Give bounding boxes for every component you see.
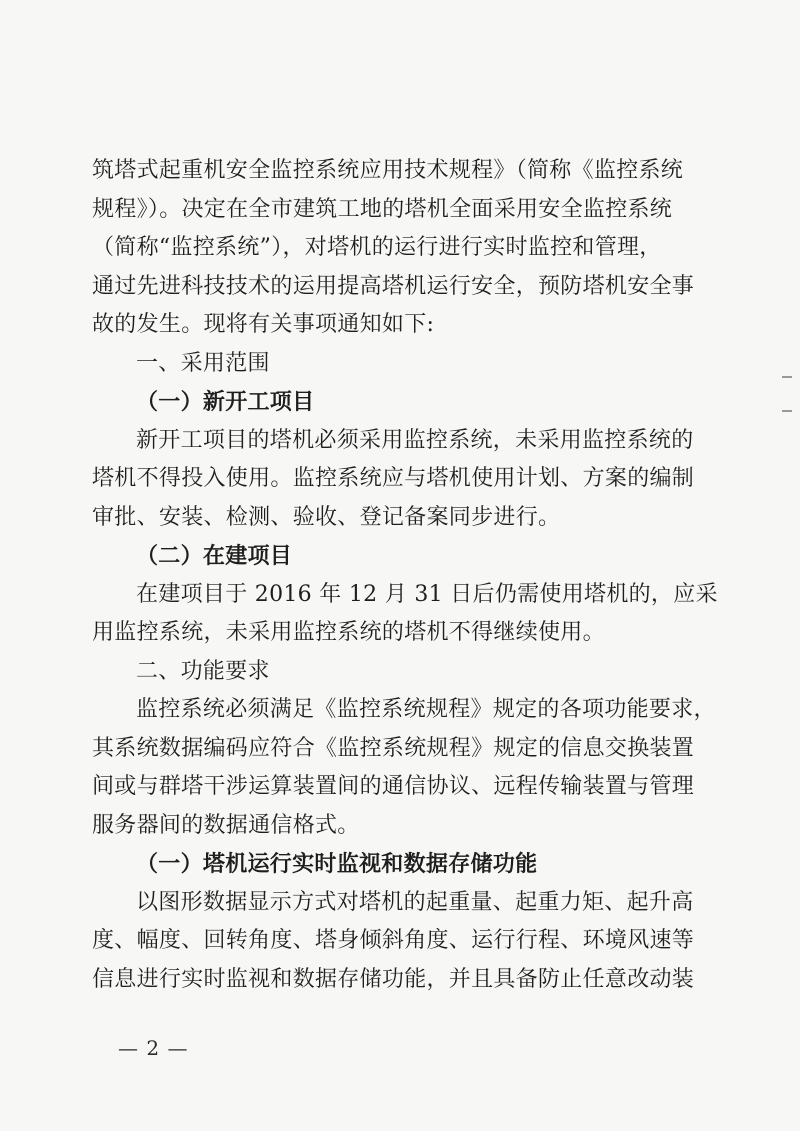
scan-edge-mark	[782, 376, 792, 378]
subheading-monitoring: （一）塔机运行实时监视和数据存储功能	[136, 851, 538, 877]
scan-edge-mark	[782, 410, 792, 412]
paragraph-line: 间或与群塔干涉运算装置间的通信协议、远程传输装置与管理	[92, 774, 695, 799]
paragraph-line: 信息进行实时监视和数据存储功能，并且具备防止任意改动装	[92, 966, 695, 992]
paragraph-line: 在建项目于 2016 年 12 月 31 日后仍需使用塔机的，应采	[136, 581, 718, 607]
paragraph-line: 其系统数据编码应符合《监控系统规程》规定的信息交换装置	[92, 735, 695, 761]
paragraph-line: 通过先进科技技术的运用提高塔机运行安全，预防塔机安全事	[92, 273, 695, 299]
paragraph-line: 审批、安装、检测、验收、登记备案同步进行。	[92, 504, 561, 530]
paragraph-line: 服务器间的数据通信格式。	[92, 812, 360, 838]
section-heading-scope: 一、采用范围	[136, 350, 270, 376]
page-number: — 2 —	[118, 1036, 189, 1060]
paragraph-line: 塔机不得投入使用。监控系统应与塔机使用计划、方案的编制	[92, 466, 695, 491]
paragraph-line: 故的发生。现将有关事项通知如下:	[92, 312, 435, 337]
paragraph-line: 新开工项目的塔机必须采用监控系统，未采用监控系统的	[136, 427, 694, 453]
paragraph-line: 用监控系统，未采用监控系统的塔机不得继续使用。	[92, 620, 605, 645]
paragraph-line: 度、幅度、回转角度、塔身倾斜角度、运行行程、环境风速等	[92, 928, 695, 953]
section-heading-functions: 二、功能要求	[136, 658, 270, 684]
subheading-ongoing-projects: （二）在建项目	[136, 543, 293, 569]
paragraph-line: 规程》）。决定在全市建筑工地的塔机全面采用安全监控系统	[92, 196, 673, 222]
paragraph-line: 筑塔式起重机安全监控系统应用技术规程》（简称《监控系统	[92, 158, 684, 183]
paragraph-line: （简称“监控系统”），对塔机的运行进行实时监控和管理，	[92, 235, 662, 260]
paragraph-line: 监控系统必须满足《监控系统规程》规定的各项功能要求，	[136, 697, 716, 722]
subheading-new-projects: （一）新开工项目	[136, 389, 315, 415]
paragraph-line: 以图形数据显示方式对塔机的起重量、起重力矩、起升高	[136, 889, 694, 915]
body-text	[92, 152, 718, 999]
